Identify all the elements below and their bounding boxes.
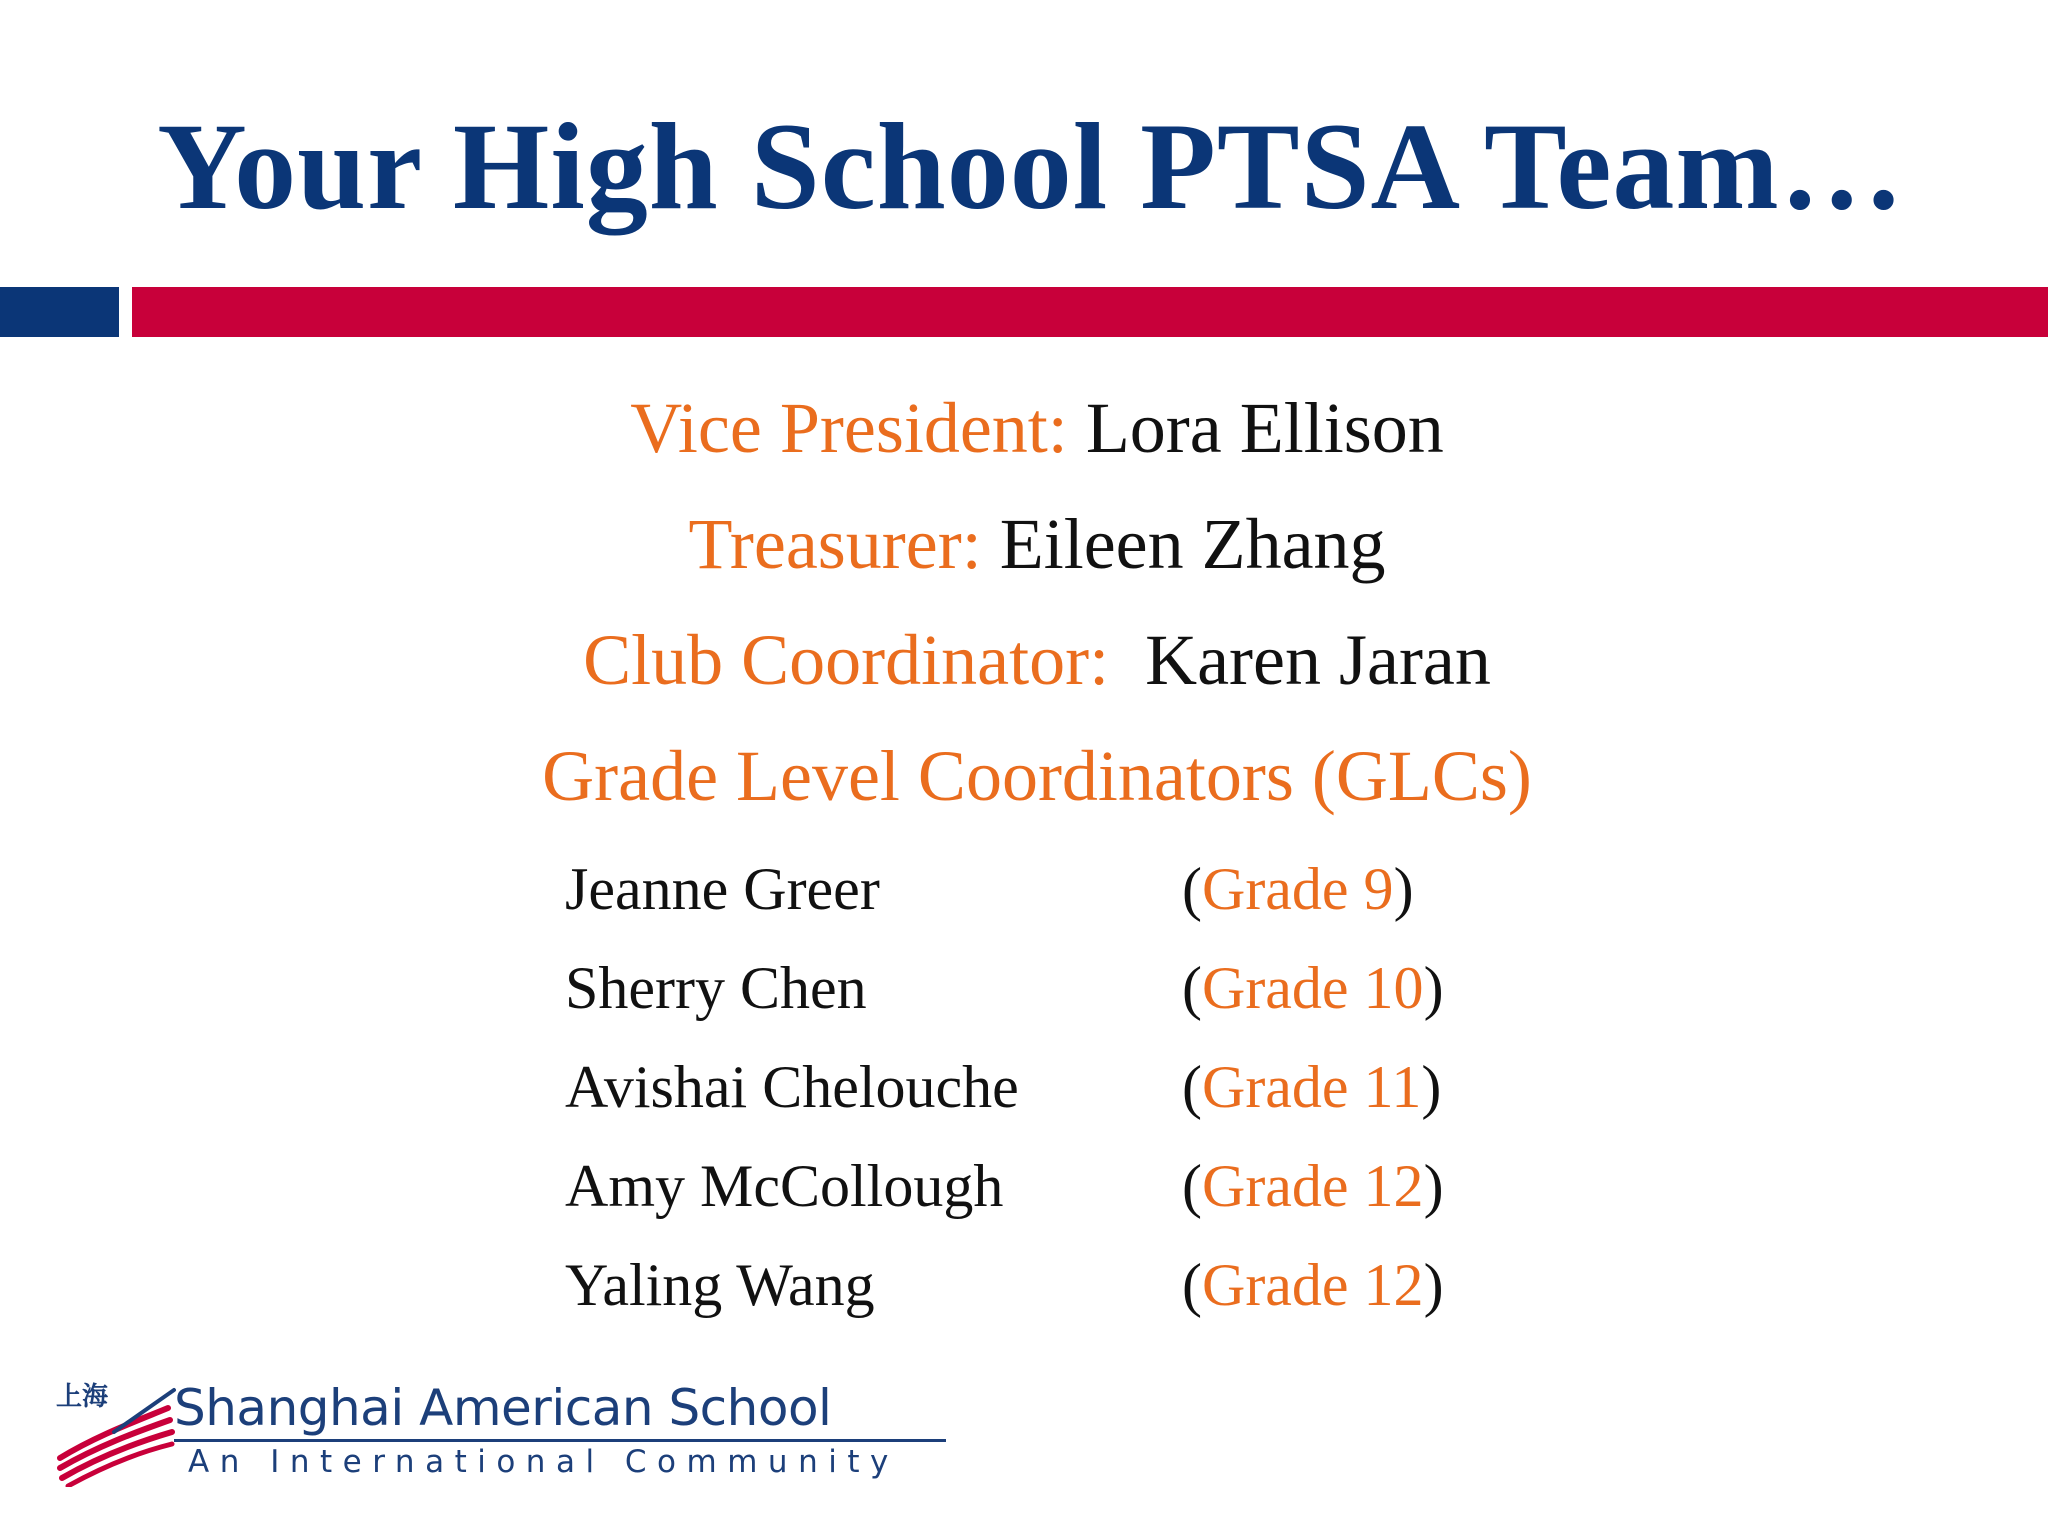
- glc-heading: Grade Level Coordinators (GLCs): [542, 736, 1532, 816]
- logo-tagline: An International Community: [188, 1444, 899, 1480]
- officer-role: Treasurer:: [688, 504, 982, 584]
- officer-treasurer: [26, 486, 2048, 602]
- glc-grade-label: Grade 12: [1201, 1153, 1424, 1219]
- officer-club-coordinator: [26, 602, 2048, 718]
- glc-row: [565, 1236, 1525, 1335]
- glc-name: Sherry Chen: [565, 955, 867, 1021]
- glc-grade: (Grade 11): [1182, 1054, 1442, 1120]
- officer-role: Vice President:: [630, 388, 1068, 468]
- glc-grade-label: Grade 12: [1201, 1252, 1424, 1318]
- title-rule-blue-block: [0, 287, 119, 337]
- glc-grade-label: Grade 10: [1201, 955, 1424, 1021]
- glc-name: Jeanne Greer: [565, 856, 880, 922]
- glc-grade: (Grade 12): [1182, 1153, 1444, 1219]
- glc-grade: (Grade 10): [1182, 955, 1444, 1021]
- officer-name: Karen Jaran: [1109, 620, 1491, 700]
- officer-name: Lora Ellison: [1067, 388, 1444, 468]
- logo-school-name: Shanghai American School: [174, 1379, 832, 1437]
- officer-name: Eileen Zhang: [981, 504, 1386, 584]
- officers-list: [0, 370, 2048, 834]
- school-logo: [56, 1379, 899, 1492]
- glc-grade-label: Grade 11: [1201, 1054, 1422, 1120]
- glc-grade-label: Grade 9: [1201, 856, 1394, 922]
- glc-row: [565, 1137, 1525, 1236]
- title-rule-red-bar: [132, 287, 2048, 337]
- glc-grade: (Grade 12): [1182, 1252, 1444, 1318]
- glc-row: [565, 840, 1525, 939]
- glc-row: [565, 1038, 1525, 1137]
- glc-row: [565, 939, 1525, 1038]
- glc-grade: (Grade 9): [1182, 856, 1414, 922]
- glc-list: [565, 840, 1525, 1335]
- glc-name: Avishai Chelouche: [565, 1054, 1019, 1120]
- glc-name: Amy McCollough: [565, 1153, 1004, 1219]
- officer-role: Club Coordinator:: [583, 620, 1110, 700]
- officer-vice-president: [26, 370, 2048, 486]
- logo-chinese-text: 上海: [56, 1382, 109, 1412]
- slide-title: Your High School PTSA Team…: [157, 98, 1905, 235]
- glc-name: Yaling Wang: [565, 1252, 875, 1318]
